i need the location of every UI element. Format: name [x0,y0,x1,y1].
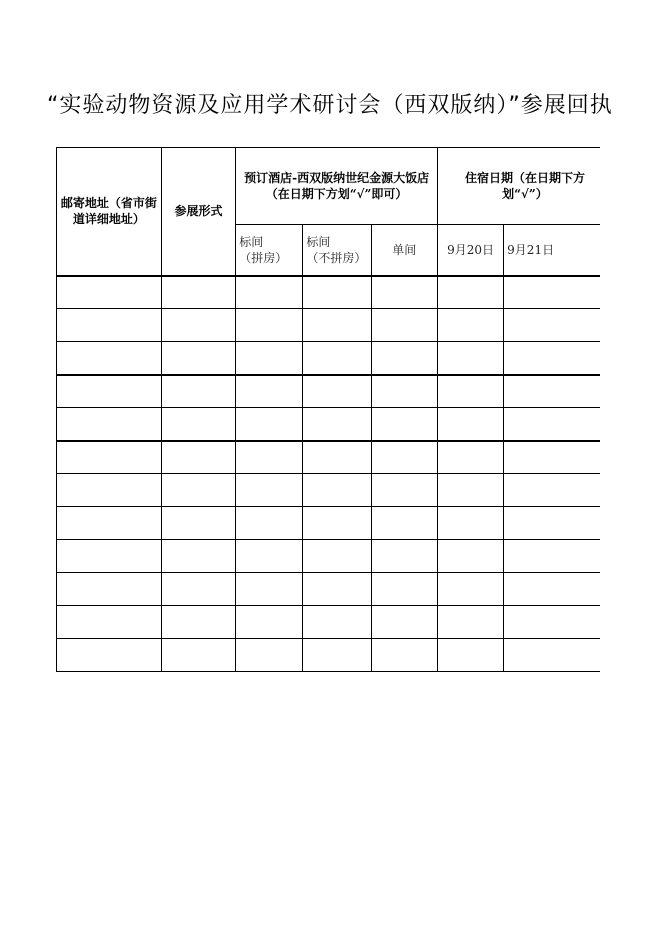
table-cell[interactable] [57,474,162,507]
table-cell[interactable] [504,408,600,441]
table-cell[interactable] [303,375,371,408]
table-cell[interactable] [437,573,503,606]
table-cell[interactable] [504,507,600,540]
table-cell[interactable] [236,276,303,309]
table-cell[interactable] [371,441,437,474]
header-room-single: 单间 [371,225,437,276]
table-cell[interactable] [161,639,235,672]
table-cell[interactable] [236,342,303,375]
table-cell[interactable] [303,309,371,342]
table-cell[interactable] [303,606,371,639]
header-dates: 住宿日期（在日期下方划“√”） [437,148,600,225]
table-cell[interactable] [303,408,371,441]
table-cell[interactable] [161,375,235,408]
table-cell[interactable] [161,408,235,441]
table-cell[interactable] [303,573,371,606]
header-address: 邮寄地址（省市街道详细地址） [57,148,162,276]
title-text: “实验动物资源及应用学术研讨会（西双版纳）”参展回执 [47,93,613,118]
table-cell[interactable] [504,474,600,507]
table-cell[interactable] [57,276,162,309]
header-date-0920: 9月20日 [437,225,503,276]
table-row [57,441,601,474]
table-cell[interactable] [437,474,503,507]
table-cell[interactable] [303,639,371,672]
table-cell[interactable] [437,276,503,309]
table-cell[interactable] [371,408,437,441]
table-cell[interactable] [504,540,600,573]
table-cell[interactable] [57,573,162,606]
table-cell[interactable] [236,474,303,507]
table-cell[interactable] [371,474,437,507]
table-cell[interactable] [236,441,303,474]
table-row [57,606,601,639]
table-cell[interactable] [504,606,600,639]
table-cell[interactable] [504,276,600,309]
header-format: 参展形式 [161,148,235,276]
table-cell[interactable] [371,639,437,672]
table-cell[interactable] [437,606,503,639]
table-cell[interactable] [371,606,437,639]
table-cell[interactable] [371,540,437,573]
table-cell[interactable] [57,606,162,639]
table-row [57,639,601,672]
table-body [57,276,601,672]
table-cell[interactable] [303,507,371,540]
table-cell[interactable] [371,276,437,309]
header-room-twin-private: 标间 （不拼房） [303,225,371,276]
table-cell[interactable] [504,309,600,342]
table-cell[interactable] [236,573,303,606]
table-cell[interactable] [57,639,162,672]
table-cell[interactable] [303,474,371,507]
table-row [57,474,601,507]
table-cell[interactable] [303,540,371,573]
table-row [57,573,601,606]
table-cell[interactable] [371,309,437,342]
table-cell[interactable] [161,276,235,309]
table-cell[interactable] [303,276,371,309]
table-cell[interactable] [161,507,235,540]
table-cell[interactable] [161,540,235,573]
table-cell[interactable] [57,342,162,375]
table-cell[interactable] [504,342,600,375]
table-cell[interactable] [57,507,162,540]
table-cell[interactable] [371,375,437,408]
table-cell[interactable] [437,540,503,573]
table-row [57,408,601,441]
table-cell[interactable] [371,573,437,606]
table-cell[interactable] [57,408,162,441]
table-cell[interactable] [57,540,162,573]
table-cell[interactable] [504,639,600,672]
table-cell[interactable] [236,606,303,639]
table-row [57,507,601,540]
header-date-0921: 9月21日 [504,225,600,276]
table-row [57,342,601,375]
table-cell[interactable] [161,309,235,342]
table-cell[interactable] [437,342,503,375]
table-cell[interactable] [161,606,235,639]
table-cell[interactable] [161,573,235,606]
table-cell[interactable] [236,309,303,342]
table-cell[interactable] [236,408,303,441]
table-row [57,309,601,342]
table-cell[interactable] [161,342,235,375]
table-cell[interactable] [236,507,303,540]
table-row [57,375,601,408]
table-cell[interactable] [437,441,503,474]
header-room-twin-share: 标间 （拼房） [236,225,303,276]
table-cell[interactable] [437,408,503,441]
table-cell[interactable] [504,375,600,408]
table-row [57,276,601,309]
table-cell[interactable] [236,639,303,672]
table-cell[interactable] [371,507,437,540]
table-cell[interactable] [504,573,600,606]
table-cell[interactable] [57,309,162,342]
table-cell[interactable] [236,375,303,408]
header-hotel: 预订酒店-西双版纳世纪金源大饭店（在日期下方划“√”即可） [236,148,438,225]
table-cell[interactable] [504,441,600,474]
table-cell[interactable] [236,540,303,573]
table-row [57,540,601,573]
table-cell[interactable] [437,375,503,408]
table-cell[interactable] [161,474,235,507]
registration-table [56,147,600,672]
table-cell[interactable] [303,441,371,474]
table-cell[interactable] [303,342,371,375]
table-cell[interactable] [437,639,503,672]
table-cell[interactable] [437,309,503,342]
table-cell[interactable] [437,507,503,540]
table-cell[interactable] [57,441,162,474]
table-cell[interactable] [371,342,437,375]
table-cell[interactable] [57,375,162,408]
table-cell[interactable] [161,441,235,474]
